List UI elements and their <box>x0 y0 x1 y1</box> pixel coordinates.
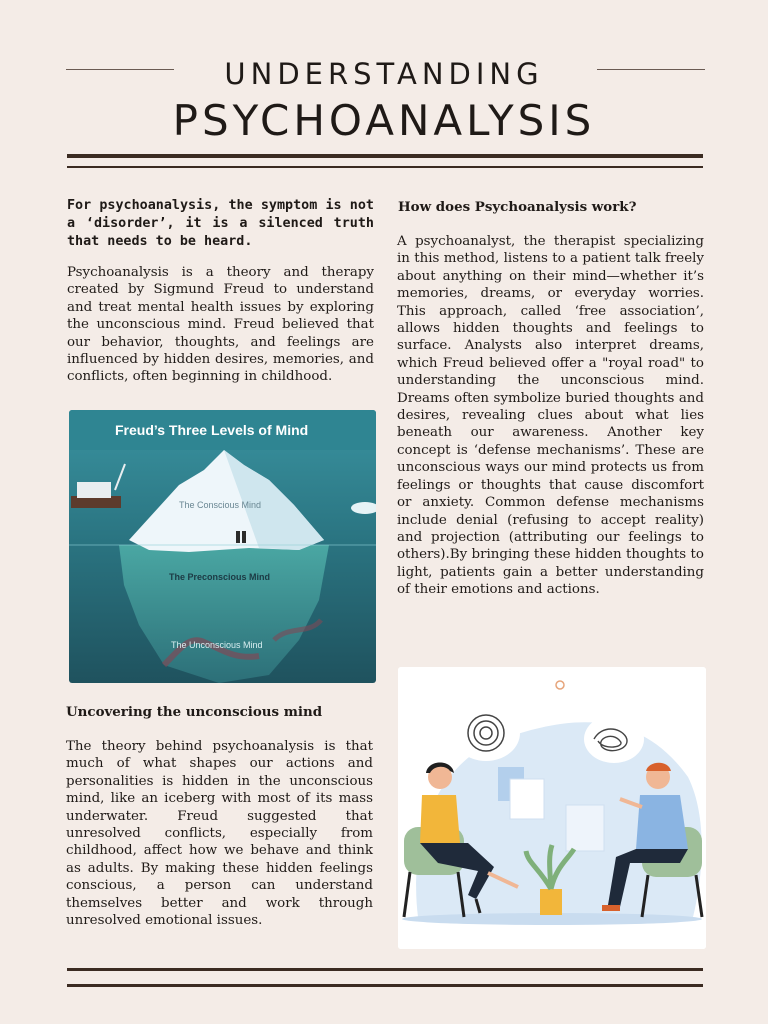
therapy-svg <box>398 667 706 949</box>
section-heading-how-it-works: How does Psychoanalysis work? <box>398 199 637 215</box>
unconscious-paragraph: The theory behind psychoanalysis is that much of what shapes our actions and personalities is hidden in the unconscious mind, like an iceberg with most of its mass underwater. Freud suggested that unresolved conflicts, especially from childhood, affect how we behave and think as adults. By making these hidden feelings conscious, a person can understand themselves better and work through unresolved emotional issues. <box>66 739 373 929</box>
therapy-session-illustration <box>398 667 706 949</box>
iceberg-illustration <box>69 410 376 683</box>
label-conscious-mind: The Conscious Mind <box>179 500 262 510</box>
section-heading-unconscious: Uncovering the unconscious mind <box>66 704 323 720</box>
thought-bubble-spiral-icon <box>452 705 520 761</box>
person-figure <box>242 531 246 543</box>
person-figure <box>236 531 240 543</box>
header-divider-top <box>67 154 703 158</box>
title-line-1: UNDERSTANDING <box>224 57 544 91</box>
pull-quote: For psychoanalysis, the symptom is not a ‘disorder’, it is a silenced truth that needs to be heard. <box>67 198 374 249</box>
how-it-works-paragraph: A psychoanalyst, the therapist specializing in this method, listens to a patient talk freely about anything on their mind—whether it’s memories, dreams, or everyday worries. This approach, called ‘free association’, allows hidden thoughts and feelings to surface. Analysts also interpret dreams, which Freud believed offer a "royal road" to understanding the unconscious mind. Dreams often symbolize buried thoughts and desires, revealing clues about what lies beneath our awareness. Another key concept is ‘defense mechanisms’. These are unconscious ways our mind protects us from feelings or thoughts that cause discomfort or anxiety. Common defense mechanisms include denial (refusing to accept reality) and projection (attributing our feelings to others).By bringing these hidden thoughts to light, patients gain a better understanding of their emotions and actions. <box>397 234 704 598</box>
footer-divider-bottom <box>67 984 703 987</box>
page-title: PSYCHOANALYSIS <box>172 96 596 145</box>
label-preconscious-mind: The Preconscious Mind <box>169 572 271 582</box>
footer-divider-top <box>67 968 703 971</box>
header-divider-bottom <box>67 166 703 168</box>
intro-paragraph: Psychoanalysis is a theory and therapy created by Sigmund Freud to understand and treat mental health issues by exploring the unconscious mind. Freud believed that our behavior, thoughts, and feelings are influenced by hidden desires, memories, and conflicts, often beginning in childhood. <box>67 265 374 385</box>
label-unconscious-mind: The Unconscious Mind <box>171 640 263 650</box>
iceberg-svg <box>69 410 376 683</box>
iceberg-title: Freud’s Three Levels of Mind <box>115 422 309 438</box>
thought-bubble-scribble-icon <box>584 715 644 763</box>
